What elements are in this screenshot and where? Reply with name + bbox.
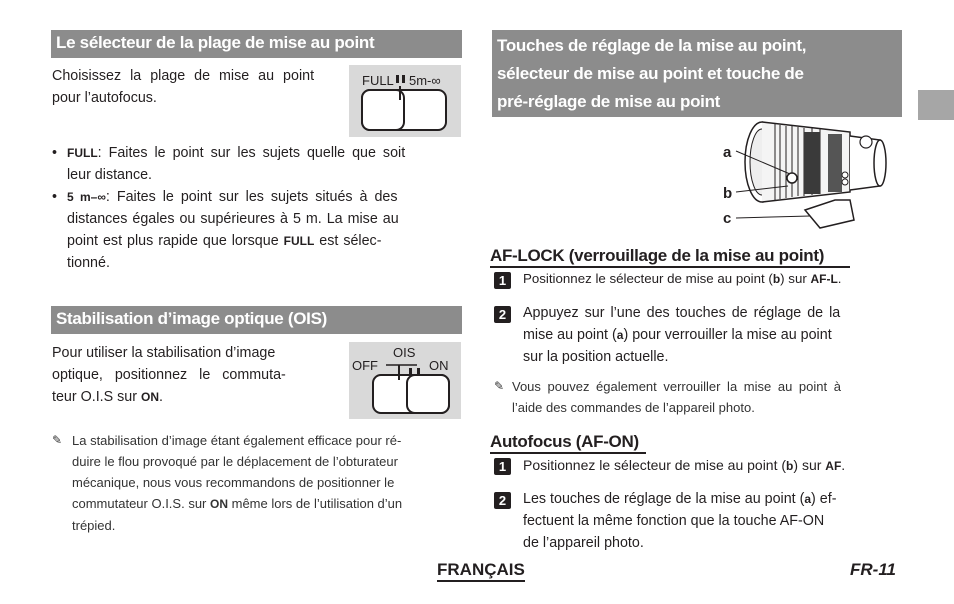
focus-range-bullet-5m	[52, 186, 462, 274]
focus-range-heading	[51, 30, 462, 58]
step-2-icon	[494, 492, 511, 509]
right-heading-line: Touches de réglage de la mise au point,	[497, 36, 807, 55]
step-text: Appuyez sur l’une des touches de réglage de la	[523, 305, 841, 321]
step-key-afl: AF-L	[810, 272, 838, 286]
bullet-text: : Faites le point sur les sujets situés à des	[105, 189, 398, 205]
footer-page	[850, 560, 896, 580]
aflock-heading	[490, 246, 850, 268]
figure-label-a: a	[723, 144, 732, 161]
ois-note	[52, 430, 464, 536]
ois-note-line: duire le flou provoqué par le déplacement de l’obturateur	[72, 454, 398, 469]
step-number: 1	[498, 273, 507, 288]
ois-heading	[51, 306, 462, 334]
bullet-text: point est plus rapide que lorsque	[67, 233, 279, 249]
intro-line: Choisissez la plage de mise au point	[52, 68, 315, 84]
right-heading-line: pré-réglage de mise au point	[497, 92, 721, 111]
aflock-note-line: l’aide des commandes de l’appareil photo.	[512, 400, 755, 415]
footer-language	[437, 560, 525, 582]
switch-label-full: FULL	[362, 73, 394, 88]
step-text: Les touches de réglage de la mise au point (	[523, 491, 805, 507]
footer-page-text: FR-11	[850, 560, 896, 579]
step-1-icon	[494, 272, 511, 289]
step-key-b: b	[786, 459, 794, 473]
focus-range-switch-icon	[349, 65, 461, 137]
figure-label-c: c	[723, 210, 732, 227]
aflock-heading-text: AF-LOCK (verrouillage de la mise au point)	[490, 246, 825, 265]
ois-note-line: trépied.	[72, 518, 116, 533]
autofocus-heading-text: Autofocus (AF-ON)	[490, 432, 639, 451]
bullet-dot: •	[52, 189, 58, 205]
lens-icon	[720, 120, 910, 232]
lens-figure	[720, 120, 910, 232]
figure-label-b: b	[723, 185, 733, 202]
focus-range-switch-figure	[349, 65, 461, 137]
ois-note-key: ON	[210, 497, 228, 511]
focus-range-intro	[52, 65, 336, 109]
ois-heading-text: Stabilisation d’image optique (OIS)	[56, 309, 327, 328]
ois-intro-line: teur O.I.S sur	[52, 389, 141, 405]
intro-line: pour l’autofocus.	[52, 90, 157, 106]
section-tab	[918, 90, 954, 120]
step-2-icon	[494, 306, 511, 323]
autofocus-step-2	[523, 488, 903, 554]
step-key-a: a	[804, 492, 812, 506]
ois-switch-icon	[349, 342, 461, 419]
ois-intro: Pour utiliser la stabilisation d’image optique, positionnez le commuta- teur O.I.S sur ON.	[52, 342, 336, 408]
step-text: mise au point (	[523, 327, 617, 343]
step-number: 1	[498, 459, 507, 474]
ois-note-line: mécanique, nous vous recommandons de positionner le	[72, 475, 395, 490]
step-key-af: AF	[825, 459, 842, 473]
ois-intro-line: Pour utiliser la stabilisation d’image	[52, 345, 276, 361]
step-text: .	[837, 271, 842, 286]
step-text: .	[841, 457, 846, 473]
ois-intro-key: ON	[141, 390, 159, 404]
bullet-key-5m: 5 m–∞	[67, 190, 106, 204]
bullet-text: est sélec-	[314, 233, 382, 249]
aflock-step-2	[523, 302, 903, 368]
step-text: Positionnez le sélecteur de mise au point (	[523, 457, 787, 473]
step-key-a: a	[616, 328, 624, 342]
footer-language-text: FRANÇAIS	[437, 560, 525, 579]
bullet-key-full: FULL	[67, 146, 98, 160]
ois-note-line: commutateur O.I.S. sur	[72, 496, 210, 511]
ois-label-on: ON	[429, 358, 449, 373]
note-pencil-icon: ✎	[52, 433, 63, 447]
bullet-text: : Faites le point sur les sujets quelle que soit	[97, 145, 406, 161]
step-number: 2	[498, 493, 507, 508]
ois-note-line: même lors de l’utilisation d’un	[228, 496, 403, 511]
bullet-dot: •	[52, 145, 58, 161]
step-text: Positionnez le sélecteur de mise au point (	[523, 271, 773, 286]
aflock-note	[494, 376, 904, 418]
ois-label-off: OFF	[352, 358, 378, 373]
step-number: 2	[498, 307, 507, 322]
step-text: ) sur	[793, 457, 826, 473]
focus-range-bullet-full	[52, 142, 462, 186]
step-key-b: b	[772, 272, 781, 286]
aflock-note-line: Vous pouvez également verrouiller la mise au point à	[512, 379, 841, 394]
ois-note-line: La stabilisation d’image étant également efficace pour ré-	[72, 433, 402, 448]
note-pencil-icon: ✎	[494, 379, 505, 393]
ois-label-title: OIS	[393, 345, 416, 360]
bullet-inline-key: FULL	[283, 234, 315, 248]
right-heading	[492, 30, 902, 117]
step-1-icon	[494, 458, 511, 475]
focus-range-heading-text: Le sélecteur de la plage de mise au point	[56, 33, 375, 52]
bullet-text: leur distance.	[67, 167, 153, 183]
step-text: ) ef-	[811, 491, 837, 507]
bullet-text: distances égales ou supérieures à 5 m. La mise au	[67, 211, 399, 227]
ois-intro-line: optique, positionnez le commuta-	[52, 367, 286, 383]
ois-switch-figure	[349, 342, 461, 419]
autofocus-step-1	[523, 454, 903, 477]
aflock-step-1	[523, 268, 903, 290]
step-text: fectuent la même fonction que la touche AF-ON	[523, 513, 825, 529]
switch-label-range: 5m-∞	[409, 73, 441, 88]
step-text: de l’appareil photo.	[523, 535, 644, 551]
step-text: ) sur	[780, 271, 811, 286]
autofocus-heading	[490, 432, 646, 454]
step-text: sur la position actuelle.	[523, 349, 669, 365]
right-heading-line: sélecteur de mise au point et touche de	[497, 64, 804, 83]
bullet-text: tionné.	[67, 255, 110, 271]
step-text: ) pour verrouiller la mise au point	[623, 327, 832, 343]
